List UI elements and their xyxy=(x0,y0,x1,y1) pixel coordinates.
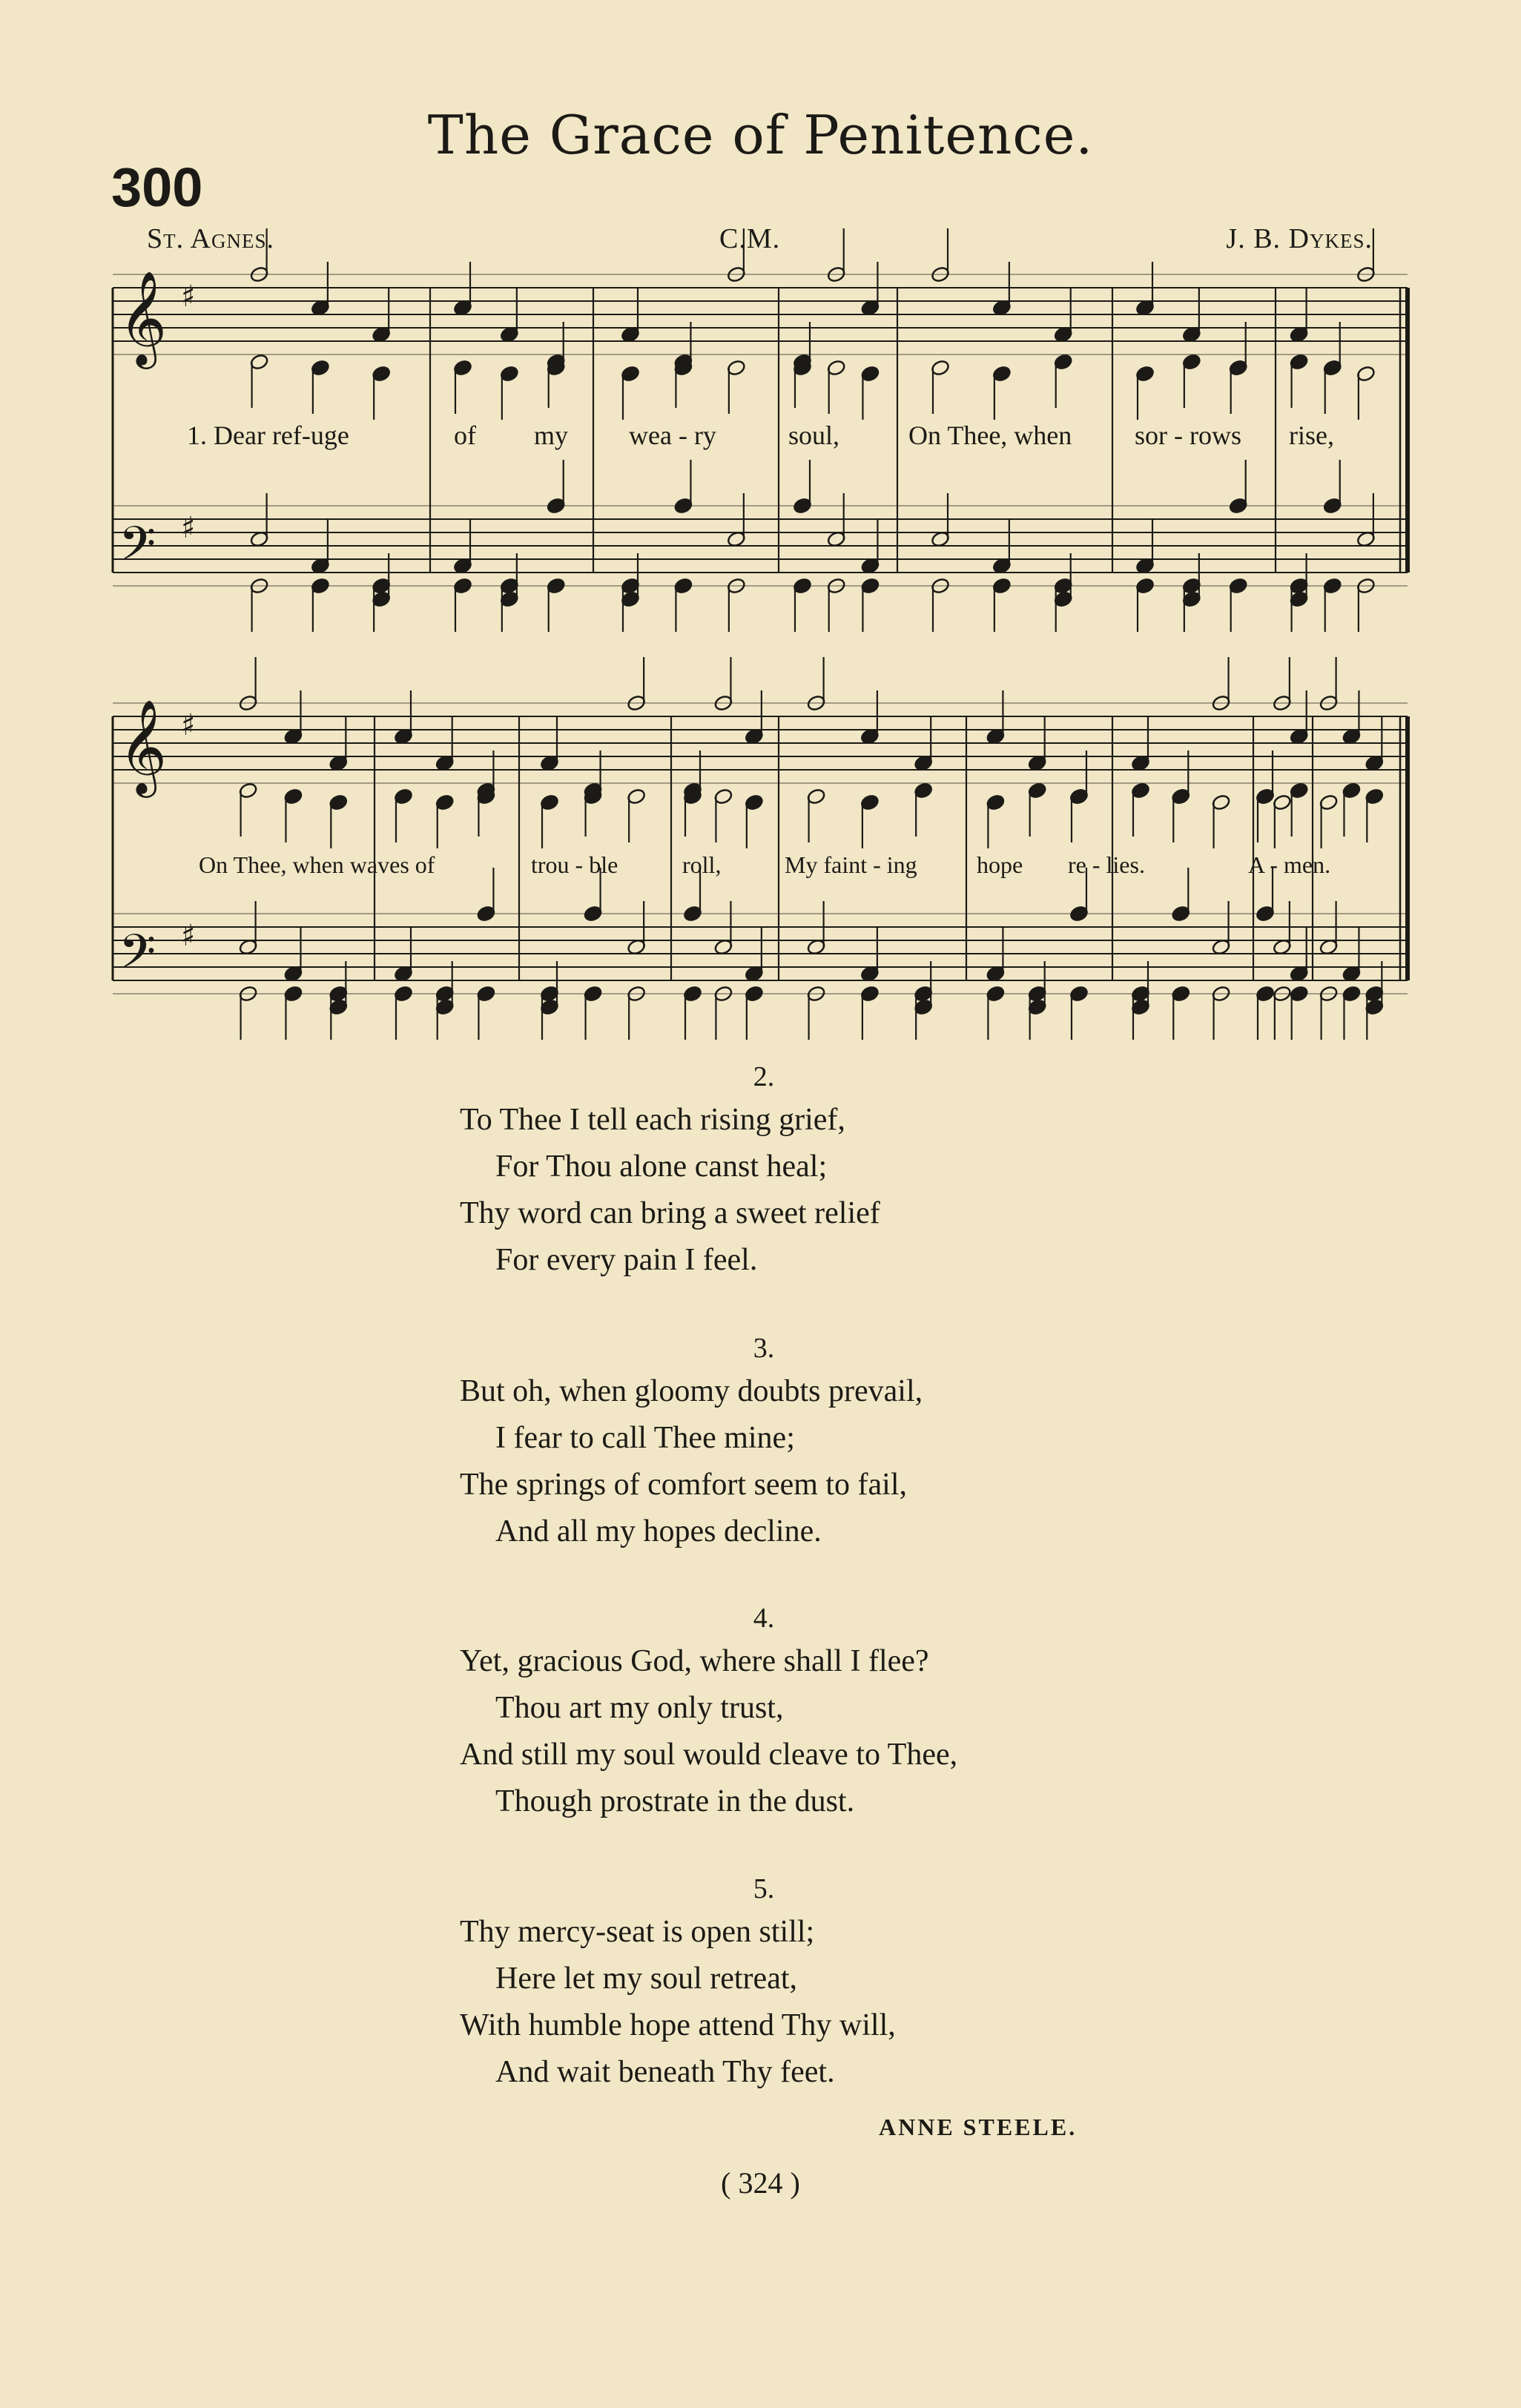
tune-name: St. Agnes. xyxy=(147,223,274,254)
verse-line: With humble hope attend Thy will, xyxy=(460,2008,896,2042)
metre: C.M. xyxy=(719,223,781,254)
stanza-number: 4. xyxy=(753,1603,775,1634)
lyrics-system-2 xyxy=(111,851,1409,888)
lyric-syllable: of xyxy=(454,420,476,450)
lyric-syllable: sor - rows xyxy=(1135,420,1241,450)
lyric-syllable: On Thee, when xyxy=(908,420,1072,450)
verse-line: Here let my soul retreat, xyxy=(495,1962,797,1996)
lyric-syllable: On Thee, when waves of xyxy=(199,851,435,878)
lyric-syllable: trou - ble xyxy=(531,851,618,878)
lyric-syllable: rise, xyxy=(1289,420,1334,450)
hymn-title: The Grace of Penitence. xyxy=(427,104,1094,166)
verse-line: But oh, when gloomy doubts prevail, xyxy=(460,1374,923,1408)
bass-clef: 𝄢 xyxy=(119,925,156,992)
treble-clef: 𝄞 xyxy=(119,270,168,365)
verse-line: Thy word can bring a sweet relief xyxy=(460,1196,880,1230)
verse-line: And still my soul would cleave to Thee, xyxy=(460,1738,958,1772)
key-signature: ♯ xyxy=(181,511,196,546)
lyrics-system-1 xyxy=(111,420,1409,457)
verse-line: And wait beneath Thy feet. xyxy=(495,2055,835,2089)
verse-line: To Thee I tell each rising grief, xyxy=(460,1103,845,1137)
verse-line: I fear to call Thee mine; xyxy=(495,1421,795,1455)
stanza-number: 2. xyxy=(753,1061,775,1092)
lyric-syllable: wea - ry xyxy=(629,420,716,450)
music-score xyxy=(0,0,1521,1068)
hymn-number: 300 xyxy=(111,156,203,218)
key-signature: ♯ xyxy=(181,919,196,954)
lyric-syllable: roll, xyxy=(682,851,722,878)
composer: J. B. Dykes. xyxy=(1226,223,1373,254)
lyric-syllable: hope xyxy=(977,851,1023,878)
treble-clef: 𝄞 xyxy=(119,699,168,794)
bass-clef: 𝄢 xyxy=(119,517,156,584)
verse-line: Though prostrate in the dust. xyxy=(495,1784,855,1818)
stanza-number: 3. xyxy=(753,1333,775,1364)
verse-line: For every pain I feel. xyxy=(495,1243,758,1277)
lyric-syllable: re - lies. xyxy=(1068,851,1145,878)
verse-line: Thou art my only trust, xyxy=(495,1691,784,1725)
lyric-syllable: soul, xyxy=(788,420,840,450)
verse-line: Thy mercy-seat is open still; xyxy=(460,1915,815,1949)
author-credit: ANNE STEELE. xyxy=(879,2114,1078,2140)
verse-line: Yet, gracious God, where shall I flee? xyxy=(460,1644,929,1678)
lyric-syllable: 1. Dear ref-uge xyxy=(187,420,349,450)
lyric-syllable: A - men. xyxy=(1248,851,1331,878)
key-signature: ♯ xyxy=(181,280,196,314)
lyric-syllable: my xyxy=(534,420,569,450)
page-number: ( 324 ) xyxy=(721,2166,800,2200)
verse-line: For Thou alone canst heal; xyxy=(495,1149,828,1184)
lyric-syllable: My faint - ing xyxy=(785,851,917,878)
verse-line: And all my hopes decline. xyxy=(495,1514,822,1548)
stanza-number: 5. xyxy=(753,1873,775,1904)
verse-line: The springs of comfort seem to fail, xyxy=(460,1468,908,1502)
key-signature: ♯ xyxy=(181,708,196,743)
